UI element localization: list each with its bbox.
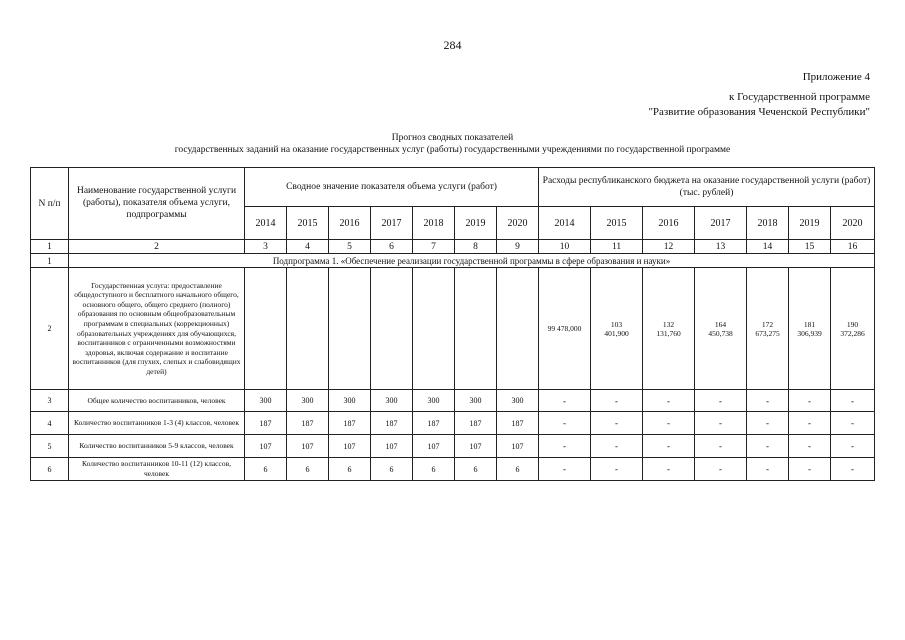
subprogram-num: 1 xyxy=(31,254,69,268)
expense-cell: - xyxy=(643,458,695,481)
expense-cell: - xyxy=(789,435,831,458)
expense-cell: - xyxy=(695,412,747,435)
volume-cell: 107 xyxy=(245,435,287,458)
header-year: 2018 xyxy=(747,207,789,240)
row-num: 3 xyxy=(31,390,69,412)
column-number: 2 xyxy=(69,240,245,254)
expense-value-part: 131,760 xyxy=(656,328,681,338)
volume-cell xyxy=(497,268,539,390)
column-number: 11 xyxy=(591,240,643,254)
header-year: 2019 xyxy=(789,207,831,240)
header-year: 2018 xyxy=(413,207,455,240)
header-year: 2017 xyxy=(695,207,747,240)
expense-value-part: 181 xyxy=(803,319,816,329)
expense-cell: - xyxy=(539,458,591,481)
expense-cell: - xyxy=(831,435,875,458)
volume-cell: 300 xyxy=(455,390,497,412)
expense-value-part: 132 xyxy=(662,319,675,329)
volume-cell: 187 xyxy=(287,412,329,435)
expense-value-part: 450,738 xyxy=(708,328,733,338)
header-year: 2019 xyxy=(455,207,497,240)
row-num: 6 xyxy=(31,458,69,481)
expense-value-part: 164 xyxy=(714,319,727,329)
row-num: 2 xyxy=(31,268,69,390)
column-number: 14 xyxy=(747,240,789,254)
expense-cell: - xyxy=(695,458,747,481)
row-name: Государственная услуга: предоставление общедоступного и бесплатного начального общего, основного общего, общего среднего (полного) образования по основным общеобразовательным программам в специальных (коррекционных) образовательных учреждениях для обучающихся, воспитанников с ограниченными возможностями здоровья, включая содержание и воспитание воспитанников (для глухих, слепых и слабовидящих детей) xyxy=(69,268,245,390)
expense-cell: - xyxy=(643,412,695,435)
expense-cell: - xyxy=(539,390,591,412)
header-volume-group: Сводное значение показателя объема услуги (работ) xyxy=(245,168,539,207)
row-name: Количество воспитанников 1-3 (4) классов, человек xyxy=(69,412,245,435)
header-year: 2017 xyxy=(371,207,413,240)
volume-cell: 300 xyxy=(329,390,371,412)
expense-value-part: 372,286 xyxy=(840,328,865,338)
expense-cell xyxy=(643,268,695,390)
volume-cell: 6 xyxy=(287,458,329,481)
column-number: 10 xyxy=(539,240,591,254)
volume-cell: 187 xyxy=(329,412,371,435)
column-number: 12 xyxy=(643,240,695,254)
row-num: 4 xyxy=(31,412,69,435)
volume-cell: 6 xyxy=(245,458,287,481)
expense-cell xyxy=(695,268,747,390)
expense-cell: - xyxy=(747,390,789,412)
expense-cell xyxy=(591,268,643,390)
table-row xyxy=(31,458,875,481)
expense-value-part: 306,939 xyxy=(797,328,822,338)
header-num: N п/п xyxy=(31,168,69,240)
appendix-label: Приложение 4 xyxy=(802,71,870,83)
expense-cell xyxy=(831,268,875,390)
expense-cell: - xyxy=(591,458,643,481)
subprogram-label: Подпрограмма 1. «Обеспечение реализации государственной программы в сфере образования и науки» xyxy=(69,254,875,268)
volume-cell xyxy=(329,268,371,390)
volume-cell xyxy=(455,268,497,390)
expense-cell: - xyxy=(831,390,875,412)
subprogram-row xyxy=(31,254,875,268)
expense-cell: - xyxy=(591,412,643,435)
header-year: 2014 xyxy=(539,207,591,240)
expense-cell: - xyxy=(591,390,643,412)
header-year: 2015 xyxy=(287,207,329,240)
volume-cell: 6 xyxy=(497,458,539,481)
expense-cell xyxy=(789,268,831,390)
forecast-table xyxy=(30,167,875,481)
volume-cell: 107 xyxy=(371,435,413,458)
column-number: 9 xyxy=(497,240,539,254)
table-row xyxy=(31,268,875,390)
expense-cell: - xyxy=(539,412,591,435)
expense-cell: - xyxy=(789,458,831,481)
volume-cell: 6 xyxy=(371,458,413,481)
expense-cell xyxy=(747,268,789,390)
expense-cell: - xyxy=(747,412,789,435)
expense-cell: - xyxy=(831,458,875,481)
row-name: Количество воспитанников 10-11 (12) классов, человек xyxy=(69,458,245,481)
column-number: 4 xyxy=(287,240,329,254)
volume-cell: 107 xyxy=(287,435,329,458)
volume-cell: 107 xyxy=(497,435,539,458)
volume-cell xyxy=(371,268,413,390)
header-year: 2020 xyxy=(831,207,875,240)
header-year: 2014 xyxy=(245,207,287,240)
table-row xyxy=(31,412,875,435)
header-year: 2015 xyxy=(591,207,643,240)
expense-cell: 99 478,000 xyxy=(539,268,591,390)
header-year: 2020 xyxy=(497,207,539,240)
volume-cell: 187 xyxy=(245,412,287,435)
column-number: 13 xyxy=(695,240,747,254)
volume-cell xyxy=(287,268,329,390)
expense-value-part: 172 xyxy=(761,319,774,329)
expense-cell: - xyxy=(643,435,695,458)
table-row xyxy=(31,390,875,412)
expense-cell: - xyxy=(591,435,643,458)
expense-value-part: 673,275 xyxy=(755,328,780,338)
volume-cell: 187 xyxy=(413,412,455,435)
page-number: 284 xyxy=(443,38,462,52)
volume-cell: 187 xyxy=(497,412,539,435)
volume-cell: 187 xyxy=(455,412,497,435)
expense-cell: - xyxy=(695,390,747,412)
column-number: 6 xyxy=(371,240,413,254)
volume-cell: 107 xyxy=(413,435,455,458)
appendix-reference: к Государственной программе xyxy=(729,91,870,103)
column-number: 3 xyxy=(245,240,287,254)
volume-cell: 6 xyxy=(329,458,371,481)
volume-cell: 187 xyxy=(371,412,413,435)
row-num: 5 xyxy=(31,435,69,458)
document-title xyxy=(0,132,905,156)
volume-cell: 107 xyxy=(455,435,497,458)
volume-cell: 300 xyxy=(245,390,287,412)
header-name: Наименование государственной услуги (работы), показателя объема услуги, подпрограммы xyxy=(69,168,245,240)
expense-cell: - xyxy=(747,435,789,458)
volume-cell: 300 xyxy=(497,390,539,412)
row-name: Общее количество воспитанников, человек xyxy=(69,390,245,412)
expense-cell: - xyxy=(789,390,831,412)
volume-cell xyxy=(413,268,455,390)
expense-cell: - xyxy=(747,458,789,481)
header-year: 2016 xyxy=(329,207,371,240)
column-number: 8 xyxy=(455,240,497,254)
header-year: 2016 xyxy=(643,207,695,240)
appendix-program-name: "Развитие образования Чеченской Республики" xyxy=(648,106,870,118)
column-number: 1 xyxy=(31,240,69,254)
volume-cell xyxy=(245,268,287,390)
title-line-1: Прогноз сводных показателей xyxy=(391,133,514,143)
volume-cell: 6 xyxy=(455,458,497,481)
expense-cell: - xyxy=(789,412,831,435)
expense-value-part: 103 xyxy=(610,319,623,329)
column-number: 5 xyxy=(329,240,371,254)
header-expense-group: Расходы республиканского бюджета на оказание государственной услуги (работ) (тыс. рублей) xyxy=(539,168,875,207)
expense-cell: - xyxy=(643,390,695,412)
volume-cell: 300 xyxy=(287,390,329,412)
expense-cell: - xyxy=(831,412,875,435)
volume-cell: 300 xyxy=(371,390,413,412)
expense-cell: - xyxy=(539,435,591,458)
expense-value-part: 190 xyxy=(846,319,859,329)
table-row xyxy=(31,435,875,458)
column-number: 16 xyxy=(831,240,875,254)
volume-cell: 107 xyxy=(329,435,371,458)
expense-value-part: 401,900 xyxy=(604,328,629,338)
expense-cell: - xyxy=(695,435,747,458)
column-number-row xyxy=(31,240,875,254)
row-name: Количество воспитанников 5-9 классов, человек xyxy=(69,435,245,458)
title-line-2: государственных заданий на оказание государственных услуг (работы) государственными учреждениями по государственной программе xyxy=(174,145,731,155)
volume-cell: 300 xyxy=(413,390,455,412)
column-number: 7 xyxy=(413,240,455,254)
appendix-block xyxy=(648,70,870,120)
volume-cell: 6 xyxy=(413,458,455,481)
column-number: 15 xyxy=(789,240,831,254)
